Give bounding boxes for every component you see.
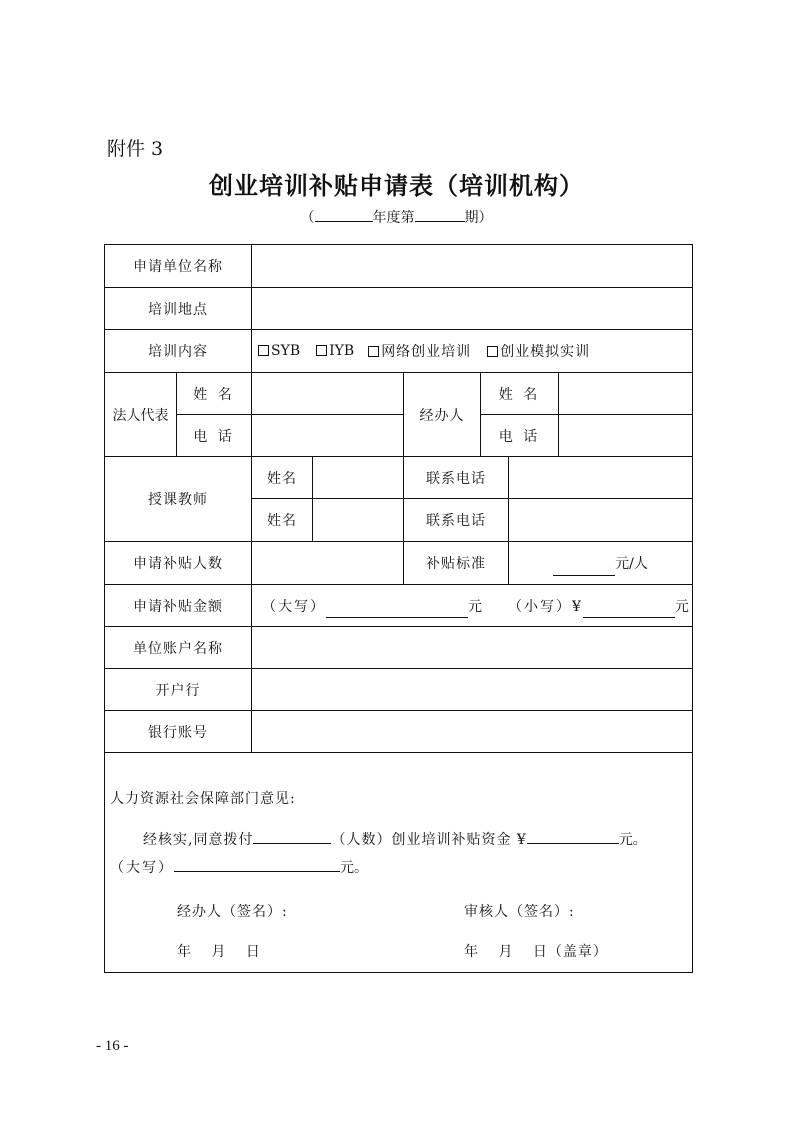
checkbox[interactable]	[487, 346, 498, 357]
account-no-field[interactable]	[252, 711, 692, 752]
bank-label: 开户行	[155, 682, 201, 699]
subsidy-count-label: 申请补贴人数	[133, 556, 223, 572]
amount-lower-label: （小写）¥	[508, 598, 583, 615]
count-blank[interactable]	[253, 829, 331, 844]
amount-upper-blank[interactable]	[326, 603, 468, 618]
option-online[interactable]: 网络创业培训	[368, 341, 471, 361]
opinion-heading: 人力资源社会保障部门意见:	[110, 791, 296, 807]
option-syb[interactable]: SYB	[258, 343, 300, 359]
opinion-line-1: 经核实,同意拨付 （人数）创业培训补贴资金 ¥ 元。	[143, 829, 647, 849]
amount-upper-unit: 元	[468, 598, 482, 615]
teacher-1-phone-field[interactable]	[509, 457, 692, 498]
training-location-field[interactable]	[252, 288, 692, 329]
applicant-unit-field[interactable]	[252, 245, 692, 287]
subsidy-amount-label: 申请补贴金额	[133, 598, 223, 615]
checkbox[interactable]	[368, 346, 379, 357]
handler-phone-label: 电 话	[498, 428, 541, 445]
handler-signature: 经办人（签名）:	[177, 904, 288, 920]
teacher-2-name-label: 姓名	[267, 513, 297, 529]
training-content-label: 培训内容	[148, 344, 208, 360]
option-simulation[interactable]: 创业模拟实训	[487, 341, 590, 361]
checkbox[interactable]	[258, 345, 269, 356]
option-iyb[interactable]: IYB	[316, 343, 354, 359]
handler-name-field[interactable]	[559, 373, 692, 414]
account-name-label: 单位账户名称	[133, 640, 223, 657]
account-name-field[interactable]	[252, 627, 692, 668]
reviewer-date: 年 月 日（盖章）	[464, 944, 608, 960]
amount-lower-blank[interactable]	[583, 603, 675, 618]
handler-name-label: 姓 名	[498, 386, 541, 403]
annex-label: 附件 3	[107, 138, 164, 160]
legal-rep-phone-field[interactable]	[252, 415, 403, 456]
teacher-1-name-field[interactable]	[313, 457, 403, 498]
teacher-1-phone-label: 联系电话	[426, 470, 486, 487]
teacher-1-name-label: 姓名	[267, 470, 297, 487]
subsidy-amount-field	[262, 585, 692, 626]
fund-upper-blank[interactable]	[174, 857, 340, 872]
teacher-label: 授课教师	[148, 492, 208, 508]
subsidy-standard-label: 补贴标准	[426, 556, 486, 572]
training-location-label: 培训地点	[148, 301, 208, 318]
legal-rep-name-field[interactable]	[252, 373, 403, 414]
teacher-2-name-field[interactable]	[313, 499, 403, 541]
handler-label: 经办人	[419, 407, 465, 424]
subsidy-count-field[interactable]	[252, 542, 403, 584]
form-title: 创业培训补贴申请表（培训机构）	[209, 171, 584, 200]
standard-blank[interactable]	[553, 561, 615, 576]
handler-date: 年 月 日	[177, 944, 261, 960]
teacher-2-phone-field[interactable]	[509, 499, 692, 541]
opinion-line-2: （大写） 元。	[110, 857, 368, 877]
training-content-options	[258, 330, 692, 372]
bank-field[interactable]	[252, 669, 692, 710]
standard-unit: 元/人	[615, 556, 648, 572]
period-line: （ 年度第 期）	[0, 207, 793, 227]
checkbox[interactable]	[316, 345, 327, 356]
page-number: - 16 -	[96, 1038, 129, 1054]
applicant-unit-label: 申请单位名称	[133, 259, 223, 275]
amount-upper-label: （大写）	[262, 598, 326, 615]
legal-rep-label: 法人代表	[112, 407, 169, 424]
account-no-label: 银行账号	[148, 724, 208, 741]
handler-phone-field[interactable]	[559, 415, 692, 456]
reviewer-signature: 审核人（签名）:	[464, 904, 575, 920]
fund-amount-blank[interactable]	[527, 829, 619, 844]
subsidy-standard-field[interactable]	[509, 542, 692, 584]
amount-lower-unit: 元	[674, 598, 689, 615]
teacher-2-phone-label: 联系电话	[426, 513, 486, 529]
legal-rep-name-label: 姓 名	[193, 386, 235, 403]
legal-rep-phone-label: 电 话	[193, 428, 235, 445]
